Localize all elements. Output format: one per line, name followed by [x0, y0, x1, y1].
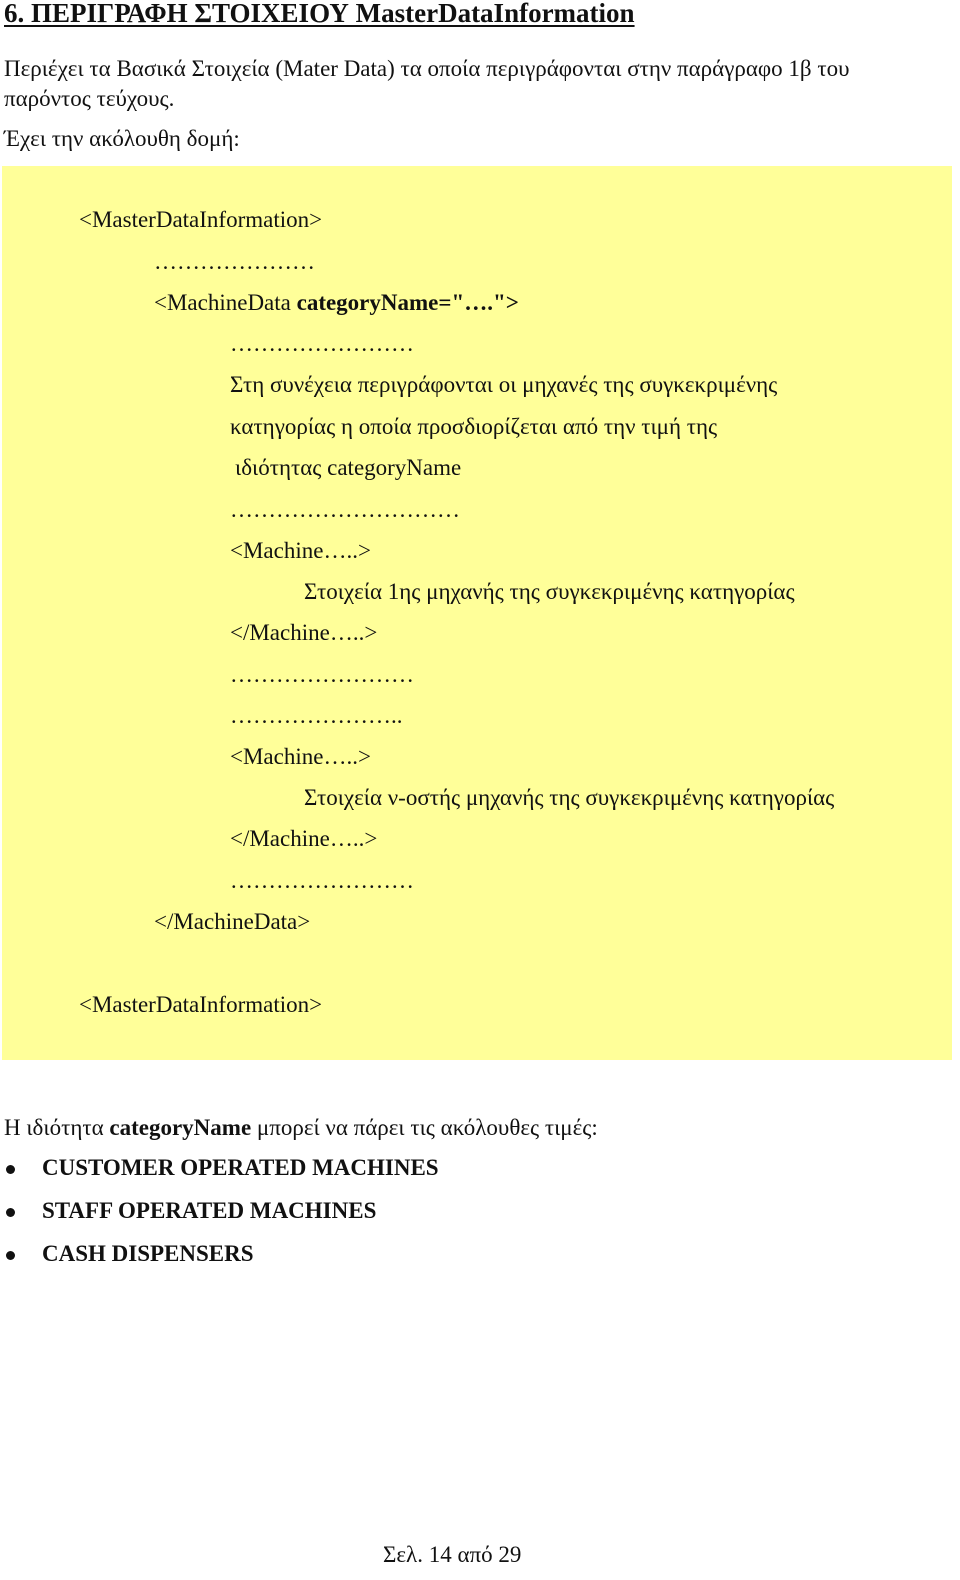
- xml-machine-n-content: Στοιχεία ν-οστής μηχανής της συγκεκριμένης κατηγορίας: [304, 785, 835, 810]
- xml-machinedata-tag: <MachineData: [154, 290, 297, 315]
- bullet-icon: [6, 1208, 15, 1217]
- xml-root-close: <MasterDataInformation>: [79, 992, 323, 1017]
- xml-structure-box: [2, 166, 952, 1060]
- xml-machinedata-open: [154, 290, 519, 316]
- xml-ellipsis-4: ……………………: [230, 662, 414, 687]
- xml-machinedata-close: </MachineData>: [154, 909, 311, 934]
- xml-categoryname-attr: categoryName="….">: [296, 290, 519, 315]
- xml-root-open: <MasterDataInformation>: [79, 207, 323, 232]
- section-heading: 6. ΠΕΡΙΓΡΑΦΗ ΣΤΟΙΧΕΙΟΥ MasterDataInformation: [4, 0, 635, 28]
- xml-machine-1-content: Στοιχεία 1ης μηχανής της συγκεκριμένης κατηγορίας: [304, 579, 795, 604]
- xml-ellipsis-2: ……………………: [230, 331, 414, 356]
- xml-machine-n-close: </Machine…..>: [230, 826, 378, 851]
- category-values-intro-attr: categoryName: [109, 1115, 252, 1140]
- xml-machine-1-open: <Machine…..>: [230, 538, 371, 563]
- intro-line-1: Περιέχει τα Βασικά Στοιχεία (Mater Data) τα οποία περιγράφονται στην παράγραφο 1β του: [4, 56, 850, 81]
- list-item-text: STAFF OPERATED MACHINES: [42, 1198, 377, 1223]
- bullet-icon: [6, 1165, 15, 1174]
- xml-ellipsis-1: …………………: [154, 249, 315, 274]
- category-values-intro: [4, 1113, 598, 1143]
- xml-ellipsis-6: ……………………: [230, 868, 414, 893]
- list-item-text: CASH DISPENSERS: [42, 1241, 254, 1266]
- xml-machine-1-close: </Machine…..>: [230, 620, 378, 645]
- xml-machine-n-open: <Machine…..>: [230, 744, 371, 769]
- intro-line-2: παρόντος τεύχους.: [4, 86, 175, 111]
- xml-description-line-1: Στη συνέχεια περιγράφονται οι μηχανές της συγκεκριμένης: [230, 372, 778, 397]
- list-item-text: CUSTOMER OPERATED MACHINES: [42, 1155, 439, 1180]
- category-values-intro-suffix: μπορεί να πάρει τις ακόλουθες τιμές:: [251, 1115, 598, 1140]
- xml-ellipsis-3: …………………………: [230, 497, 460, 522]
- xml-description-line-3: ιδιότητας categoryName: [235, 455, 462, 480]
- bullet-icon: [6, 1251, 15, 1260]
- structure-label: Έχει την ακόλουθη δομή:: [4, 126, 240, 151]
- xml-description-line-2: κατηγορίας η οποία προσδιορίζεται από την τιμή της: [230, 414, 718, 439]
- xml-ellipsis-5: …………………..: [230, 703, 403, 728]
- category-values-intro-prefix: Η ιδιότητα: [4, 1115, 110, 1140]
- page-number: Σελ. 14 από 29: [383, 1542, 522, 1567]
